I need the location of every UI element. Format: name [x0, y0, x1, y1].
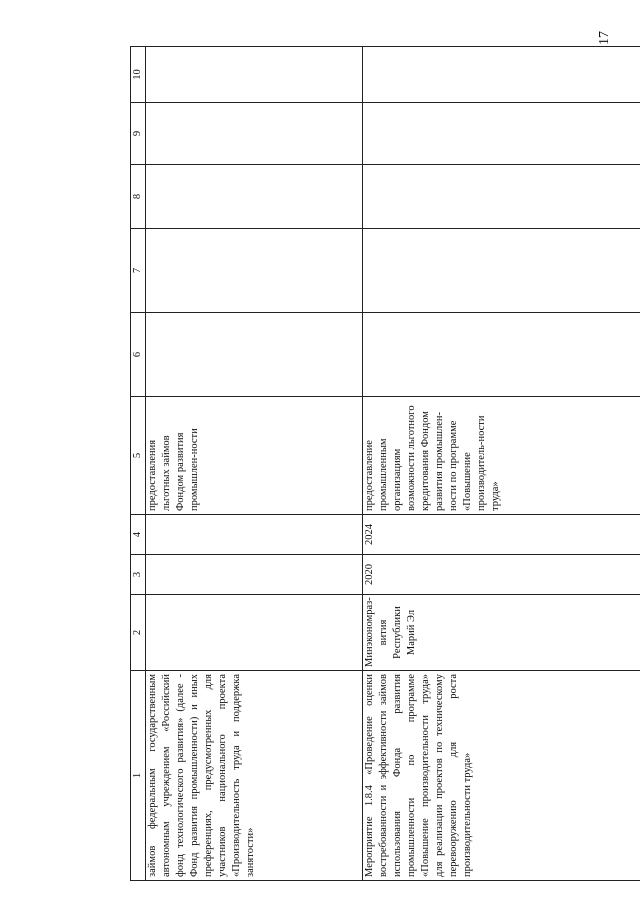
cell-col-7 — [363, 229, 640, 313]
column-header-1: 1 — [131, 671, 146, 881]
column-header-7: 7 — [131, 229, 146, 313]
cell-col-10 — [363, 47, 640, 103]
cell-col-9 — [146, 103, 363, 165]
cell-col-10 — [146, 47, 363, 103]
cell-col-9 — [363, 103, 640, 165]
column-header-2: 2 — [131, 595, 146, 671]
column-header-10: 10 — [131, 47, 146, 103]
measure-description-cell: Мероприятие 1.8.4 «Проведение оценки востребованности и эффективности займов использования Фонда развития промышленности по программе «Повышение производительности труда» для реализации проектов по техническому перевооружению для роста производительности труда» — [363, 671, 640, 881]
table-row — [363, 47, 640, 881]
end-year-cell — [146, 515, 363, 555]
end-year-cell: 2024 — [363, 515, 640, 555]
measures-table — [130, 46, 640, 881]
executor-cell: Минэкономраз-вития Республики Марий Эл — [363, 595, 640, 671]
column-header-6: 6 — [131, 313, 146, 397]
expected-result-cell: предоставления льготных займов Фондом развития промышлен-ности — [146, 397, 363, 515]
cell-col-6 — [363, 313, 640, 397]
start-year-cell — [146, 555, 363, 595]
measure-description-cell: займов федеральным государственным автономным учреждением «Российский фонд технологического развития» (далее - Фонд развития промышленности) и иных преференциях, предусмотренных для участников национального проекта «Производительность труда и поддержка занятости» — [146, 671, 363, 881]
page-number: 17 — [597, 31, 612, 45]
start-year-cell: 2020 — [363, 555, 640, 595]
executor-cell — [146, 595, 363, 671]
column-number-row — [131, 47, 146, 881]
expected-result-cell: предоставление промышленным организациям возможности льготного кредитования Фондом развития промышлен-ности по программе «Повышение производитель-ности труда» — [363, 397, 640, 515]
column-header-9: 9 — [131, 103, 146, 165]
column-header-4: 4 — [131, 515, 146, 555]
cell-col-7 — [146, 229, 363, 313]
column-header-3: 3 — [131, 555, 146, 595]
cell-col-8 — [363, 165, 640, 229]
rotated-table-container — [130, 47, 640, 881]
column-header-5: 5 — [131, 397, 146, 515]
cell-col-6 — [146, 313, 363, 397]
cell-col-8 — [146, 165, 363, 229]
table-row — [146, 47, 363, 881]
column-header-8: 8 — [131, 165, 146, 229]
